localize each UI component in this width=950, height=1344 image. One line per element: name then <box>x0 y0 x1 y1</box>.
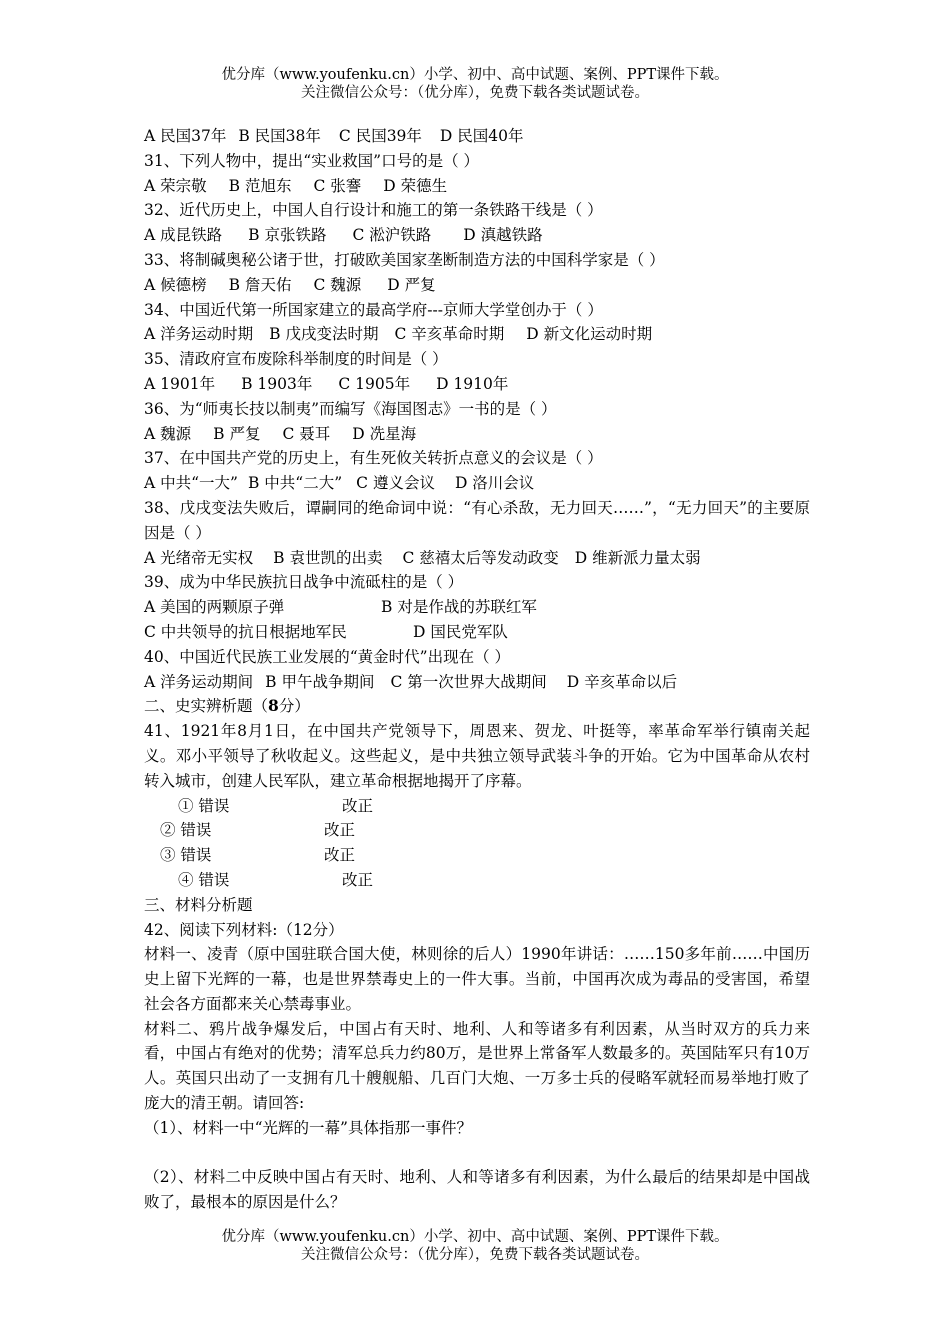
option: D 新文化运动时期 <box>526 325 653 344</box>
option: C 辛亥革命时期 <box>394 325 505 344</box>
q37-stem: 37、在中国共产党的历史上，有生死攸关转折点意义的会议是（ ） <box>144 449 603 468</box>
q35-options <box>144 372 810 397</box>
option: B 严复 <box>213 424 261 443</box>
section-2-title-prefix: 二、史实辨析题（ <box>144 697 269 716</box>
section-2-title <box>144 694 810 719</box>
option: C 魏源 <box>313 275 362 294</box>
fix-label: 改正 <box>324 821 356 840</box>
option: C 遵义会议 <box>356 474 435 493</box>
answer-space <box>144 1141 810 1166</box>
q38-stem: 38、戊戌变法失败后，谭嗣同的绝命词中说：“有心杀敌，无力回天……”，“无力回天”的主要原因是（ ） <box>144 498 810 542</box>
page-header <box>0 66 950 102</box>
option: C 张謇 <box>313 176 362 195</box>
q41-text: 41、1921年8月1日，在中国共产党领导下，周恩来、贺龙、叶挺等，率革命军举行镇南关起义。邓小平领导了秋收起义。这些起义，是中共独立领导武装斗争的开始。它为中国革命从农村转入城市，创建人民军队，建立革命根据地揭开了序幕。 <box>144 722 810 790</box>
q42-material-1: 材料一、凌青（原中国驻联合国大使，林则徐的后人）1990年讲话：……150多年前……中国历史上留下光辉的一幕，也是世界禁毒史上的一件大事。当前，中国再次成为毒品的受害国，希望社会各方面都来关心禁毒事业。 <box>144 945 810 1013</box>
option: C 中共领导的抗日根据地军民 <box>144 622 347 641</box>
option: D 荣德生 <box>383 176 448 195</box>
q41-row-3 <box>144 843 810 868</box>
q32-options <box>144 223 810 248</box>
footer-line-2: 关注微信公众号：（优分库），免费下载各类试题试卷。 <box>301 1247 649 1263</box>
q33-stem: 33、将制碱奥秘公诸于世，打破欧美国家垄断制造方法的中国科学家是（ ） <box>144 250 665 269</box>
option: B 1903年 <box>241 374 313 393</box>
option: D 辛亥革命以后 <box>566 672 678 691</box>
option: B 京张铁路 <box>248 226 327 245</box>
q36-options <box>144 422 810 447</box>
option: D 严复 <box>387 275 436 294</box>
q31-stem: 31、下列人物中，提出“实业救国”口号的是（ ） <box>144 151 479 170</box>
option: D 1910年 <box>436 374 509 393</box>
option: A 洋务运动时期 <box>144 325 254 344</box>
error-label: ① 错误 <box>178 796 230 815</box>
option: B 詹天佑 <box>228 275 292 294</box>
option: B 对是作战的苏联红军 <box>381 598 537 617</box>
section-2-score: 8 <box>268 696 279 716</box>
page-footer <box>0 1228 950 1264</box>
q35-stem: 35、清政府宣布废除科举制度的时间是（ ） <box>144 350 448 369</box>
option: C 慈禧太后等发动政变 <box>402 548 559 567</box>
option: A 候德榜 <box>144 275 207 294</box>
option: B 甲午战争期间 <box>265 672 375 691</box>
q41-row-2 <box>144 818 810 843</box>
option: A 民国37年 <box>144 127 227 145</box>
option: A 荣宗敬 <box>144 176 207 195</box>
option: A 成昆铁路 <box>144 226 223 245</box>
q39-options-row2 <box>144 620 810 645</box>
q38-options <box>144 546 810 571</box>
option: C 第一次世界大战期间 <box>390 672 547 691</box>
footer-line-1: 优分库（www.youfenku.cn）小学、初中、高中试题、案例、PPT课件下载。 <box>221 1229 729 1245</box>
q39-options-row1 <box>144 595 810 620</box>
option: D 滇越铁路 <box>463 226 543 245</box>
q40-stem: 40、中国近代民族工业发展的“黄金时代”出现在（ ） <box>144 647 510 666</box>
q34-options <box>144 322 810 347</box>
option: A 1901年 <box>144 374 216 393</box>
header-line-2: 关注微信公众号：（优分库），免费下载各类试题试卷。 <box>301 85 649 101</box>
q42-sub-question-2: （2）、材料二中反映中国占有天时、地利、人和等诸多有利因素，为什么最后的结果却是中国战败了，最根本的原因是什么？ <box>144 1168 810 1212</box>
q34-stem: 34、中国近代第一所国家建立的最高学府---京师大学堂创办于（ ） <box>144 300 603 319</box>
fix-label: 改正 <box>324 846 356 865</box>
q30-options <box>144 124 810 149</box>
option: B 民国38年 <box>238 127 321 145</box>
q37-options <box>144 471 810 496</box>
option: A 光绪帝无实权 <box>144 548 254 567</box>
option: C 聂耳 <box>282 424 331 443</box>
q40-options <box>144 670 810 695</box>
option: D 洛川会议 <box>454 474 535 493</box>
q42-sub-question-1: （1）、材料一中“光辉的一幕”具体指那一事件？ <box>144 1118 472 1137</box>
section-3-title: 三、材料分析题 <box>144 895 253 914</box>
option: A 魏源 <box>144 424 192 443</box>
fix-label: 改正 <box>342 796 374 815</box>
q42-stem: 42、阅读下列材料:（12分） <box>144 920 344 939</box>
q31-options <box>144 174 810 199</box>
section-2-title-suffix: 分） <box>278 697 310 716</box>
option: C 1905年 <box>338 374 411 393</box>
option: B 戊戌变法时期 <box>269 325 379 344</box>
option: C 淞沪铁路 <box>352 226 432 245</box>
q33-options <box>144 273 810 298</box>
header-line-1: 优分库（www.youfenku.cn）小学、初中、高中试题、案例、PPT课件下载。 <box>221 67 729 83</box>
exam-content <box>144 124 810 1215</box>
option: A 美国的两颗原子弹 <box>144 598 285 617</box>
error-label: ④ 错误 <box>178 870 230 889</box>
option: A 中共“一大” <box>144 474 238 493</box>
q41-row-1 <box>144 794 810 819</box>
option: B 袁世凯的出卖 <box>273 548 383 567</box>
q39-stem: 39、成为中华民族抗日战争中流砥柱的是（ ） <box>144 573 464 592</box>
option: C 民国39年 <box>338 127 422 145</box>
option: D 维新派力量太弱 <box>574 548 701 567</box>
q41-row-4 <box>144 868 810 893</box>
option: B 范旭东 <box>228 176 292 195</box>
error-label: ② 错误 <box>160 821 212 840</box>
option: D 冼星海 <box>352 424 417 443</box>
option: A 洋务运动期间 <box>144 672 254 691</box>
q42-material-2: 材料二、鸦片战争爆发后，中国占有天时、地利、人和等诸多有利因素，从当时双方的兵力来看，中国占有绝对的优势；清军总兵力约80万，是世界上常备军人数最多的。英国陆军只有10万人。英国只出动了一支拥有几十艘舰船、几百门大炮、一万多士兵的侵略军就轻而易举地打败了庞大的清王朝。请回答: <box>144 1019 810 1113</box>
error-label: ③ 错误 <box>160 846 212 865</box>
option: D 国民党军队 <box>413 622 508 641</box>
fix-label: 改正 <box>342 870 374 889</box>
option: D 民国40年 <box>439 127 524 145</box>
q36-stem: 36、为“师夷长技以制夷”而编写《海国图志》一书的是（ ） <box>144 399 557 418</box>
option: B 中共“二大” <box>247 474 343 493</box>
q32-stem: 32、近代历史上，中国人自行设计和施工的第一条铁路干线是（ ） <box>144 201 603 220</box>
